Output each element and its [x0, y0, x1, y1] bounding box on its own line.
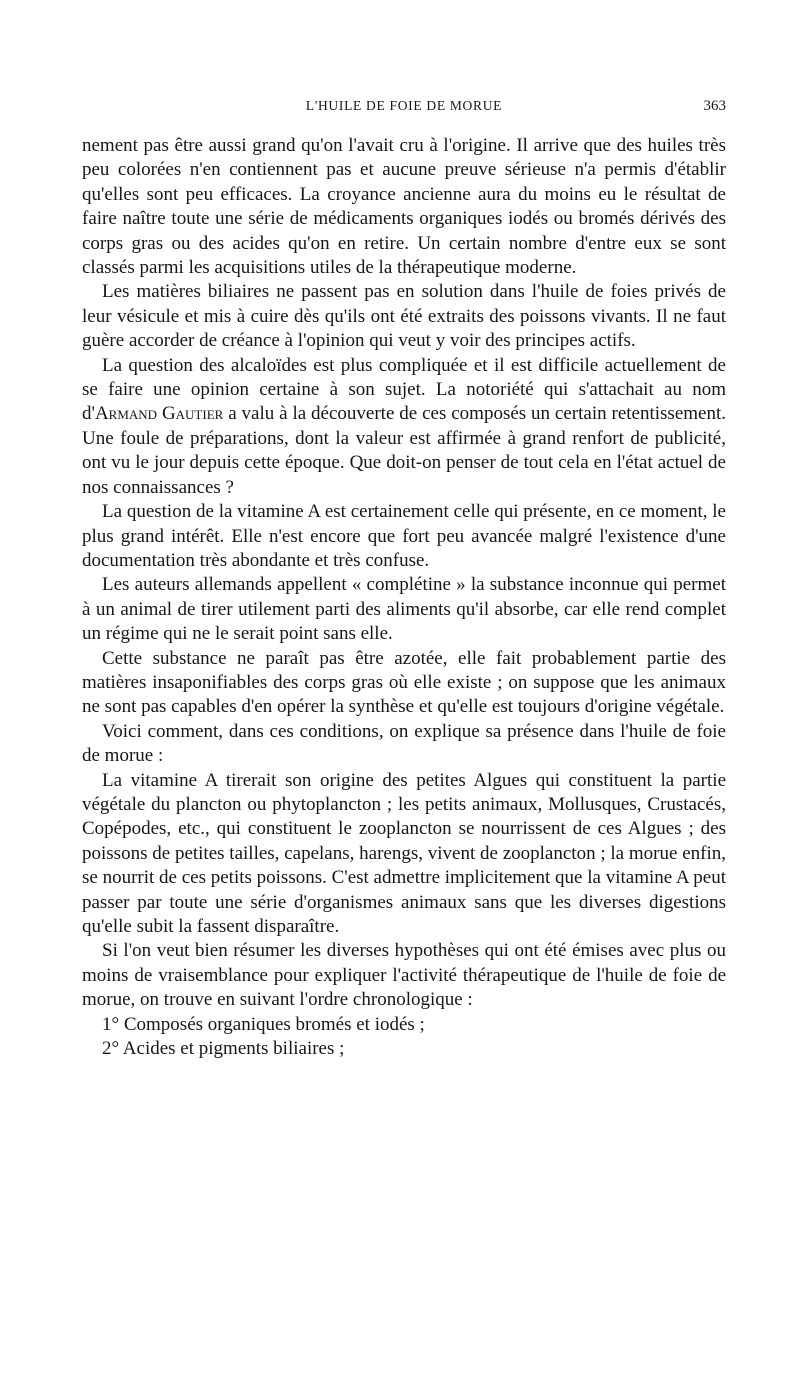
paragraph: Les auteurs allemands appellent « complétine » la substance inconnue qui permet à un animal de tirer utilement parti des aliments qu'il absorbe, car elle rend complet un régime qui ne le serait point sans elle. — [82, 574, 726, 645]
paragraph — [82, 354, 726, 500]
paragraph: La vitamine A tirerait son origine des petites Algues qui constituent la partie végétale du plancton ou phytoplancton ; les petits animaux, Mollusques, Crustacés, Copépodes, etc., qui constituent le zooplancton se nourrissent de ces Algues ; des poissons de petites tailles, capelans, harengs, vivent de zooplancton ; la morue enfin, se nourrit de ces petits poissons. C'est admettre implicitement que la vitamine A peut passer par toute une série d'organismes animaux sans que les diverses digestions qu'elle subit la fassent disparaître. — [82, 769, 727, 937]
author-name: Armand Gautier — [94, 403, 224, 425]
paragraph: Les matières biliaires ne passent pas en solution dans l'huile de foies privés de leur vésicule et mis à cuire dès qu'ils ont été extraits des poissons vivants. Il ne faut guère accorder de créance à l'opinion qui veut y voir des principes actifs. — [82, 281, 726, 352]
paragraph: La question de la vitamine A est certainement celle qui présente, en ce moment, le plus grand intérêt. Elle n'est encore que fort peu avancée malgré l'existence d'une documentation très abondante et très confuse. — [82, 501, 726, 571]
book-page — [82, 96, 726, 1061]
paragraph: nement pas être aussi grand qu'on l'avait cru à l'origine. Il arrive que des huiles très peu colorées n'en contiennent pas et aucune preuve sérieuse n'a permis d'établir qu'elles sont peu efficaces. La croyance ancienne aura du moins eu le résultat de faire naître toute une série de médicaments organiques iodés ou bromés dérivés des corps gras ou des acides qu'on en retire. Un certain nombre d'entre eux se sont classés parmi les acquisitions utiles de la thérapeutique moderne. — [82, 135, 726, 279]
paragraph: Cette substance ne paraît pas être azotée, elle fait probablement partie des matières insaponifiables des corps gras où elle existe ; on suppose que les animaux ne sont pas capables d'en opérer la synthèse et qu'elle est toujours d'origine végétale. — [82, 647, 726, 718]
list-item: 2° Acides et pigments biliaires ; — [102, 1038, 345, 1060]
paragraph: Voici comment, dans ces conditions, on explique sa présence dans l'huile de foie de morue : — [82, 720, 726, 767]
running-header — [82, 96, 726, 118]
paragraph: Si l'on veut bien résumer les diverses hypothèses qui ont été émises avec plus ou moins de vraisemblance pour expliquer l'activité thérapeutique de l'huile de foie de morue, on trouve en suivant l'ordre chronologique : — [82, 940, 726, 1011]
paragraph-text: La question des alcaloïdes est plus compliquée et il est difficile actuellement de se faire une opinion certaine à son sujet. La notoriété qui s'attachait au nom d' — [82, 354, 726, 425]
paragraph-text: a valu à la découverte de ces composés un certain retentissement. Une foule de préparations, dont la valeur est affirmée à grand renfort de publicité, ont vu le jour depuis cette époque. Que doit-on penser de tout cela en l'état actuel de nos connaissances ? — [82, 403, 726, 498]
body-text — [82, 134, 726, 1061]
list-item: 1° Composés organiques bromés et iodés ; — [102, 1013, 425, 1035]
page-number: 363 — [703, 98, 726, 114]
numbered-list — [82, 1013, 726, 1062]
running-title: L'HUILE DE FOIE DE MORUE — [305, 98, 503, 113]
